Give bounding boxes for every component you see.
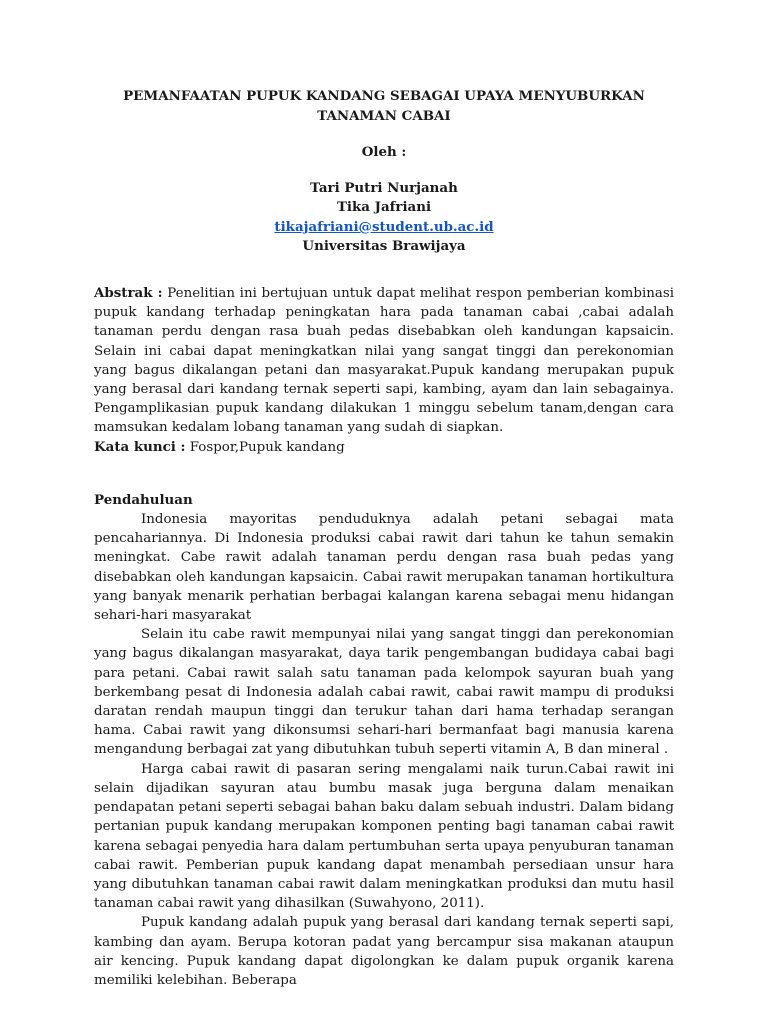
author-name: Tika Jafriani [336,199,432,216]
author-email-link[interactable]: tikajafriani@student.ub.ac.id [274,218,494,235]
section-heading: Pendahuluan [94,491,193,508]
abstract-paragraph [94,284,674,438]
oleh-label: Oleh : [361,144,407,160]
keywords-line [94,438,674,457]
body-paragraph: Selain itu cabe rawit mempunyai nilai yang sangat tinggi dan perekonomian yang bagus dikalangan masyarakat, daya tarik pengembangan budidaya cabai bagi para petani. Cabai rawit salah satu tanaman pada kelompok sayuran buah yang berkembang pesat di Indonesia adalah cabai rawit, cabai rawit mampu di produksi daratan rendah maupun tinggi dan terukur tahan dari hama terhadap serangan hama. Cabai rawit yang dikonsumsi sehari-hari bermanfaat bagi manusia karena mengandung berbagai zat yang dibutuhkan tubuh seperti vitamin A, B dan mineral . [94,627,674,758]
paper-title: PEMANFAATAN PUPUK KANDANG SEBAGAI UPAYA MENYUBURKAN TANAMAN CABAI [123,88,645,124]
abstract-label: Abstrak : [94,285,163,302]
body-paragraph: Pupuk kandang adalah pupuk yang berasal dari kandang ternak seperti sapi, kambing dan ayam. Berupa kotoran padat yang bercampur sisa makanan ataupun air kencing. Pupuk kandang dapat digolongkan ke dalam pupuk organik karena memiliki kelebihan. Beberapa [94,915,674,988]
author-block [94,179,674,256]
body-paragraph: Indonesia mayoritas penduduknya adalah petani sebagai mata pencahariannya. Di Indonesia produksi cabai rawit dari tahun ke tahun semakin meningkat. Cabe rawit adalah tanaman perdu dengan rasa buah pedas yang disebabkan oleh kandungan kapsaicin. Cabai rawit merupakan tanaman hortikultura yang banyak menarik perhatian berbagai kalangan karena sebagai menu hidangan sehari-hari masyarakat [94,512,674,624]
author-name: Tari Putri Nurjanah [310,180,458,197]
keywords-text: Fospor,Pupuk kandang [189,439,345,455]
author-email-line [94,218,674,237]
document-page [94,86,674,990]
keywords-label: Kata kunci : [94,438,186,455]
affiliation: Universitas Brawijaya [302,237,466,254]
body-paragraph: Harga cabai rawit di pasaran sering mengalami naik turun.Cabai rawit ini selain dijadikan sayuran atau bumbu masak juga berguna dalam menaikan pendapatan petani seperti sebagai bahan baku dalam sebuah industri. Dalam bidang pertanian pupuk kandang merupakan komponen penting bagi tanaman cabai rawit karena sebagai penyedia hara dalam pertumbuhan serta upaya penyuburan tanaman cabai rawit. Pemberian pupuk kandang dapat menambah persediaan unsur hara yang dibutuhkan tanaman cabai rawit dalam meningkatkan produksi dan mutu hasil tanaman cabai rawit yang dihasilkan (Suwahyono, 2011). [94,761,674,912]
abstract-text: Penelitian ini bertujuan untuk dapat melihat respon pemberian kombinasi pupuk kandang terhadap peningkatan hara pada tanaman cabai ,cabai adalah tanaman perdu dengan rasa buah pedas disebabkan oleh kandungan kapsaicin. Selain ini cabai dapat meningkatkan nilai yang sangat tinggi dan perekonomian yang bagus dikalangan petani dan masyarakat.Pupuk kandang merupakan pupuk yang berasal dari kandang ternak seperti sapi, kambing, ayam dan lain sebagainya. Pengamplikasian pupuk kandang dilakukan 1 minggu sebelum tanam,dengan cara mamsukan kedalam lobang tanaman yang sudah di siapkan. [94,286,674,436]
